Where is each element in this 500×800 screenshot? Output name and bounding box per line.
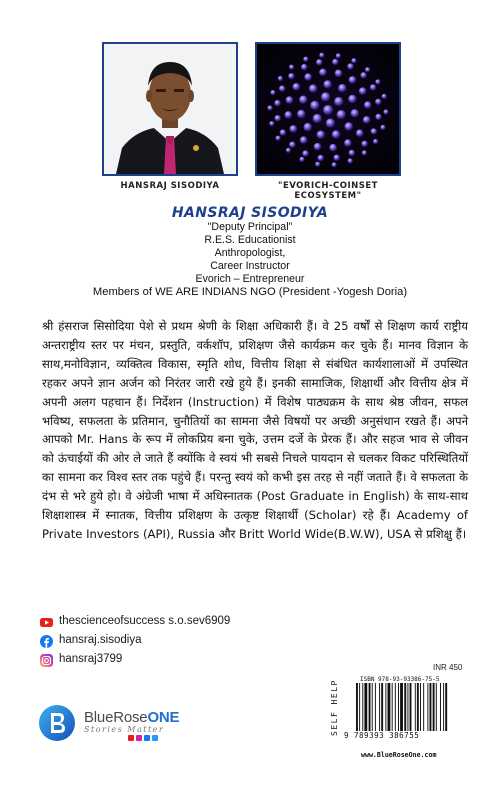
sphere-dot	[347, 63, 353, 69]
barcode-bar	[415, 683, 416, 731]
credential-line: "Deputy Principal"	[207, 221, 293, 233]
sphere-dot	[304, 123, 312, 131]
sphere-dot	[375, 114, 381, 120]
sphere-dot	[279, 85, 285, 91]
barcode-bar	[395, 683, 396, 731]
ecosystem-caption: "EVORICH-COINSET ECOSYSTEM"	[278, 181, 378, 201]
publisher-social-icons	[128, 735, 179, 741]
publisher-website: www.BlueRoseOne.com	[361, 751, 437, 759]
sphere-dot	[348, 95, 356, 103]
credential-line: Members of WE ARE INDIANS NGO (President -Yogesh Doria)	[92, 286, 408, 298]
barcode-bar	[443, 683, 444, 731]
instagram-link[interactable]	[40, 652, 122, 665]
sphere-dot	[337, 110, 346, 119]
sphere-dot	[315, 162, 320, 167]
sphere-dot	[351, 58, 356, 63]
credential-line: Career Instructor	[210, 260, 290, 272]
sphere-dot	[365, 67, 370, 72]
sphere-dot	[344, 139, 352, 147]
sphere-dot	[323, 80, 331, 88]
sphere-dot	[383, 109, 388, 114]
sphere-dot	[338, 84, 346, 92]
barcode-bar	[407, 683, 408, 731]
sphere-dot	[288, 73, 294, 79]
sphere-dot	[371, 128, 377, 134]
sphere-dot	[356, 129, 364, 137]
barcode-bar	[400, 683, 403, 731]
sphere-dot	[300, 136, 308, 144]
sphere-dot	[319, 53, 324, 58]
isbn-digits: 9 789393 386755	[344, 731, 420, 740]
sphere-dot	[349, 76, 357, 84]
author-name: HANSRAJ SISODIYA	[171, 205, 329, 221]
sphere-dot	[297, 110, 305, 118]
credential-line: Evorich – Entrepreneur	[195, 273, 305, 285]
credential-line: Anthropologist,	[214, 247, 286, 259]
barcode-bar	[364, 683, 367, 731]
sphere-dot	[303, 57, 308, 62]
publisher-tagline: Stories Matter	[84, 725, 165, 734]
sphere-dot	[285, 111, 293, 119]
facebook-link[interactable]	[40, 633, 141, 646]
sphere-dot	[275, 115, 281, 121]
sphere-dot	[332, 59, 338, 65]
sphere-dot	[323, 105, 333, 115]
barcode-bar	[430, 683, 432, 731]
sphere-dot	[318, 155, 324, 161]
sphere-dot	[289, 142, 295, 148]
sphere-dot	[335, 70, 343, 78]
sphere-dot	[362, 150, 367, 155]
sphere-dot	[332, 162, 337, 167]
sphere-dot	[351, 109, 359, 117]
sphere-dot	[299, 96, 307, 104]
sphere-dot	[375, 79, 380, 84]
sphere-dot	[267, 105, 272, 110]
sphere-dot	[332, 130, 340, 138]
sphere-dot	[329, 144, 337, 152]
facebook-icon	[40, 633, 53, 646]
barcode-bar	[440, 683, 441, 731]
publisher-facebook-icon	[144, 735, 150, 741]
author-photo-illustration	[104, 44, 236, 174]
author-credentials	[50, 206, 450, 299]
sphere-dot	[360, 72, 366, 78]
sphere-dot	[274, 100, 280, 106]
publisher-twitter-icon	[152, 735, 158, 741]
sphere-dot	[373, 139, 378, 144]
sphere-dot	[336, 53, 341, 58]
sphere-dot	[299, 157, 304, 162]
isbn-label: ISBN 978-93-93386-75-5	[360, 676, 440, 683]
author-bio-paragraph: श्री हंसराज सिसोदिया पेशे से प्रथम श्रेणी के शिक्षा अधिकारी हैं। वे 25 वर्षों से शिक्षण कार्य राष्ट्रीय अन्तराष्ट्रीय स्तर पर मंचन, प्रस्तुति, वर्कशॉप, प्रशिक्षण जैसे कार्यक्रम कर चुके हैं। मानव विज्ञान के साथ,मनोविज्ञान, व्यक्तित्व विकास, स्मृति शोध, वित्तीय शिक्षा से संबंधित कार्यशालाओं में उपस्थित रहकर अपने ज्ञान अर्जन को निरंतर जारी रखे हुये हैं। इनकी सामाजिक, शिक्षार्थी और वित्तीय क्षेत्र में अपनी अलग पहचान हैं। निर्देशन (Instruction) में विशेष पाठ्यक्रम के साथ श्रेष्ठ जीवन, सफल भविष्य, सफलता के प्रतिमान, चुनौतियों का सामना जैसे विषयों पर अच्छी अनुसंधान रखते हैं। अपने आपको Mr. Hans के रूप में लोकप्रिय बना चुके, उत्तम दर्जे के प्रेरक हैं। और सहज भाव से जीवन को ऊंचाईयों की ओर ले जाते हैं क्योंकि वे स्वयं भी सबसे निचले पायदान से चलकर विकट परिस्थितियों का सामना कर विश्व स्तर तक पहुंचे हैं। परन्तु स्वयं को कभी इस तरह से नहीं जताते हैं। वे सफलता के दंभ से भरे हुये हो। वे अंग्रेजी भाषा में अधिस्नातक (Post Graduate in English) के साथ-साथ शिक्षाशास्त्र में स्नातक, वित्तीय प्रशिक्षण के उत्कृष्ट शिक्षार्थी (Scholar) रहे हैं। Academy of Private Investors (API), Russia और Britt World Wide(B.W.W), USA से प्रशिक्षु हैं।	[42, 319, 468, 541]
barcode-bar	[375, 683, 376, 731]
sphere-dot	[278, 76, 283, 81]
sphere-dot	[286, 96, 294, 104]
youtube-icon	[40, 614, 53, 627]
barcode-bar	[433, 683, 435, 731]
sphere-dot	[304, 73, 312, 81]
sphere-dot	[301, 64, 307, 70]
publisher-instagram-icon	[136, 735, 142, 741]
sphere-dot	[334, 155, 340, 161]
sphere-dot	[269, 121, 274, 126]
barcode-bar	[356, 683, 358, 731]
sphere-dot	[290, 125, 298, 133]
facebook-handle: hansraj.sisodiya	[59, 633, 142, 646]
barcode-bar	[420, 683, 421, 731]
barcode-bar	[445, 683, 447, 731]
sphere-dot	[310, 101, 319, 110]
sphere-dot	[289, 65, 294, 70]
barcode-bar	[423, 683, 424, 731]
sphere-dot	[314, 143, 322, 151]
sphere-dot	[364, 101, 372, 109]
sphere-dot	[276, 136, 281, 141]
barcode-bar	[417, 683, 419, 731]
sphere-dot	[361, 141, 367, 147]
barcode-bar	[385, 683, 386, 731]
publisher-logo	[38, 704, 179, 746]
sphere-dot	[293, 83, 301, 91]
barcode-bar	[359, 683, 360, 731]
barcode-bar	[427, 683, 428, 731]
sphere-dot	[280, 129, 286, 135]
barcode-bar	[398, 683, 399, 731]
author-caption: HANSRAJ SISODIYA	[120, 181, 220, 191]
sphere-dot	[313, 114, 322, 123]
barcode-bar	[372, 683, 373, 731]
bluerose-logo-icon	[38, 704, 76, 746]
barcode-bar	[379, 683, 380, 731]
barcode-bar	[436, 683, 437, 731]
youtube-handle: thescienceofsuccess s.o.sev6909	[59, 614, 231, 627]
genre-label: SELF HELP	[330, 679, 339, 736]
ecosystem-image	[255, 42, 401, 176]
sphere-dot	[334, 97, 343, 106]
youtube-link[interactable]	[40, 614, 230, 627]
sphere-dot	[359, 87, 367, 95]
ecosystem-sphere-illustration	[257, 44, 399, 174]
isbn-barcode	[356, 683, 460, 731]
sphere-dot	[380, 125, 385, 130]
instagram-icon	[40, 652, 53, 665]
sphere-dot	[309, 84, 317, 92]
barcode-bar	[388, 683, 391, 731]
sphere-dot	[382, 94, 387, 99]
barcode-bar	[362, 683, 363, 731]
sphere-dot	[363, 116, 371, 124]
instagram-handle: hansraj3799	[59, 652, 123, 665]
credential-line: R.E.S. Educationist	[204, 234, 296, 246]
sphere-dot	[349, 150, 355, 156]
sphere-dot	[270, 90, 275, 95]
publisher-name: BlueRoseONE	[84, 709, 180, 726]
sphere-dot	[302, 150, 308, 156]
price-label: INR 450	[433, 663, 463, 672]
sphere-dot	[348, 158, 353, 163]
barcode-bar	[392, 683, 393, 731]
sphere-dot	[375, 99, 381, 105]
sphere-dot	[345, 122, 353, 130]
author-photo	[102, 42, 238, 176]
sphere-dot	[286, 148, 291, 153]
barcode-bar	[404, 683, 406, 731]
sphere-dot	[317, 131, 325, 139]
barcode-bar	[381, 683, 383, 731]
barcode-bar	[369, 683, 371, 731]
sphere-dot	[316, 59, 322, 65]
barcode-bar	[410, 683, 412, 731]
sphere-dot	[370, 84, 376, 90]
publisher-youtube-icon	[128, 735, 134, 741]
sphere-dot	[321, 92, 330, 101]
sphere-dot	[319, 69, 327, 77]
sphere-dot	[326, 119, 335, 128]
